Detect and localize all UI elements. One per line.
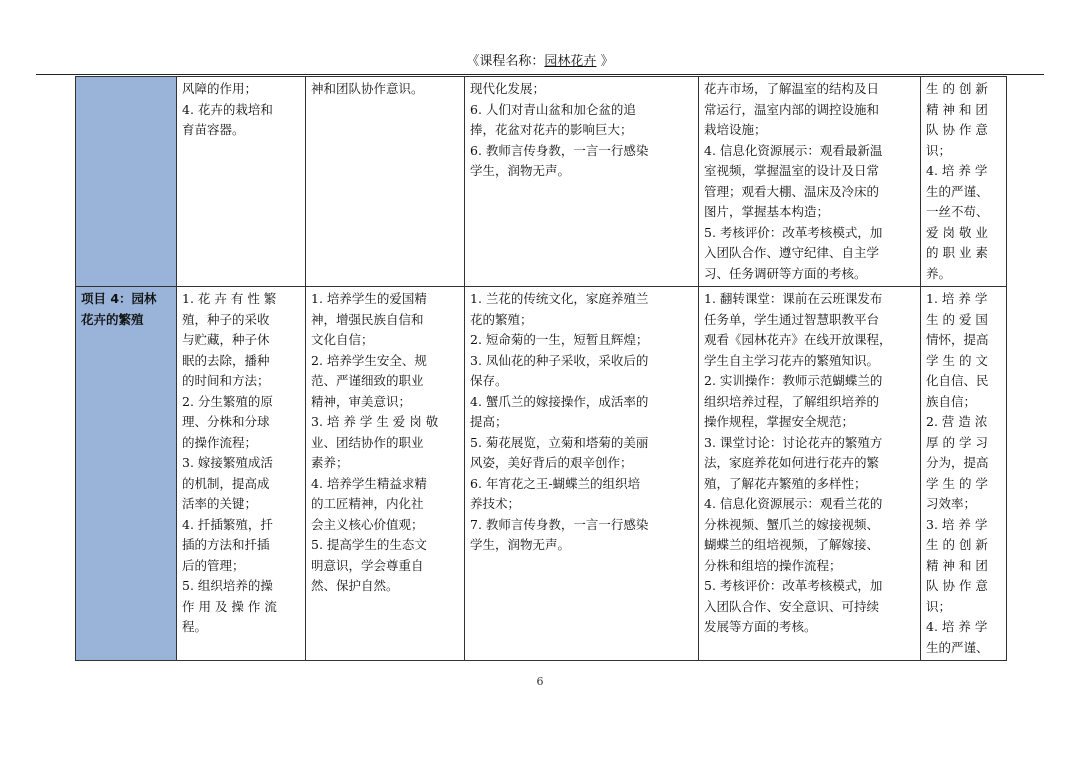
cell-line: 2. 实训操作：教师示范蝴蝶兰的 — [704, 373, 883, 388]
cell-line: 精 神 和 团 — [926, 101, 988, 117]
project-title-line: 项目 4：园林 — [81, 291, 157, 306]
cell-line: 2. 营 造 浓 — [926, 414, 988, 429]
cell-line: 1. 兰花的传统文化，家庭养殖兰 — [470, 291, 649, 306]
cell-line: 的机制，提高成 — [182, 475, 270, 491]
cell-line: 5. 提高学生的生态文 — [311, 537, 427, 552]
cell-line: 识； — [926, 598, 952, 614]
ideology-cell — [465, 77, 699, 287]
cell-line: 精神，审美意识； — [311, 393, 412, 409]
cell-line: 程。 — [182, 619, 208, 634]
cell-line: 队 协 作 意 — [926, 122, 988, 137]
cell-line: 精 神 和 团 — [926, 557, 988, 573]
cell-line: 一丝不苟、 — [926, 204, 989, 219]
cell-line: 4. 花卉的栽培和 — [182, 101, 273, 117]
knowledge-cell — [177, 77, 306, 287]
cell-line: 6. 教师言传身教，一言一行感染 — [470, 142, 649, 158]
cell-line: 3. 课堂讨论：讨论花卉的繁殖方 — [704, 434, 883, 450]
page-number: 6 — [536, 675, 544, 688]
cell-line: 5. 考核评价：改革考核模式，加 — [704, 224, 883, 240]
cell-line: 3. 培 养 学 生 爱 岗 敬 — [311, 414, 439, 429]
cell-line: 4. 培 养 学 — [926, 619, 988, 634]
cell-line: 7. 教师言传身教，一言一行感染 — [470, 516, 649, 532]
cell-line: 素养； — [311, 455, 349, 470]
cell-line: 插的方法和扦插 — [182, 537, 270, 552]
cell-line: 殖，了解花卉繁殖的多样性； — [704, 475, 867, 491]
cell-line: 1. 花 卉 有 性 繁 — [182, 291, 277, 306]
cell-line: 情怀，提高 — [926, 332, 989, 347]
cell-line: 然、保护自然。 — [311, 578, 399, 593]
cell-line: 理、分株和分球 — [182, 414, 270, 429]
course-header-suffix: 》 — [596, 54, 614, 69]
project-cell — [76, 287, 177, 661]
cell-line: 的操作流程； — [182, 434, 258, 450]
method-cell — [699, 77, 921, 287]
table-row — [76, 287, 1007, 661]
cell-line: 业、团结协作的职业 — [311, 434, 424, 450]
cell-line: 4. 信息化资源展示：观看兰花的 — [704, 496, 883, 511]
cell-line: 法，家庭养花如何进行花卉的繁 — [704, 455, 880, 470]
cell-line: 保存。 — [470, 373, 508, 388]
course-header-prefix: 《课程名称： — [466, 54, 545, 69]
cell-line: 入团队合作、遵守纪律、自主学 — [704, 245, 880, 260]
quality-cell — [921, 287, 1007, 661]
cell-line: 学 生 的 学 — [926, 475, 988, 491]
cell-line: 生的严谨、 — [926, 183, 989, 199]
cell-line: 作 用 及 操 作 流 — [182, 598, 277, 614]
cell-line: 2. 短命菊的一生，短暂且辉煌； — [470, 332, 649, 347]
goal-cell — [306, 287, 465, 661]
cell-line: 分株和组培的操作流程； — [704, 557, 842, 573]
cell-line: 生 的 创 新 — [926, 537, 988, 552]
cell-line: 4. 蟹爪兰的嫁接操作，成活率的 — [470, 393, 649, 409]
cell-line: 风姿，美好背后的艰辛创作； — [470, 455, 633, 470]
cell-line: 神，增强民族自信和 — [311, 311, 424, 327]
cell-line: 范、严谨细致的职业 — [311, 373, 424, 388]
cell-line: 学生自主学习花卉的繁殖知识。 — [704, 352, 880, 368]
cell-line: 观看《园林花卉》在线开放课程， — [704, 332, 892, 347]
cell-line: 眠的去除，播种 — [182, 352, 270, 368]
cell-line: 生 的 创 新 — [926, 81, 988, 96]
ideology-cell — [465, 287, 699, 661]
cell-line: 2. 分生繁殖的原 — [182, 393, 273, 409]
cell-line: 5. 菊花展览，立菊和塔菊的美丽 — [470, 434, 649, 450]
cell-line: 的时间和方法； — [182, 373, 270, 388]
cell-line: 学生，润物无声。 — [470, 537, 571, 552]
cell-line: 花卉市场，了解温室的结构及日 — [704, 81, 880, 96]
cell-line: 厚 的 学 习 — [926, 434, 988, 450]
cell-line: 后的管理； — [182, 557, 245, 573]
cell-line: 6. 年宵花之王-蝴蝶兰的组织培 — [470, 475, 641, 491]
cell-line: 养技术； — [470, 496, 521, 511]
cell-line: 5. 考核评价：改革考核模式，加 — [704, 578, 883, 593]
course-header — [0, 54, 1080, 70]
cell-line: 5. 组织培养的操 — [182, 578, 273, 593]
cell-line: 学 生 的 文 — [926, 352, 988, 368]
cell-line: 任务单，学生通过智慧职教平台 — [704, 311, 880, 327]
cell-line: 2. 培养学生安全、规 — [311, 352, 427, 368]
cell-line: 现代化发展； — [470, 81, 546, 96]
cell-line: 习效率； — [926, 496, 977, 511]
cell-line: 文化自信； — [311, 332, 374, 347]
project-cell — [76, 77, 177, 287]
cell-line: 4. 信息化资源展示：观看最新温 — [704, 142, 883, 158]
cell-line: 神和团队协作意识。 — [311, 81, 424, 96]
cell-line: 的 职 业 素 — [926, 245, 988, 260]
cell-line: 操作规程，掌握安全规范； — [704, 414, 855, 429]
cell-line: 殖，种子的采收 — [182, 311, 270, 327]
course-table — [75, 76, 1007, 661]
cell-line: 队 协 作 意 — [926, 578, 988, 593]
cell-line: 生 的 爱 国 — [926, 311, 988, 327]
cell-line: 养。 — [926, 265, 952, 281]
cell-line: 1. 培 养 学 — [926, 291, 988, 306]
cell-line: 花的繁殖； — [470, 311, 533, 327]
knowledge-cell — [177, 287, 306, 661]
cell-line: 蝴蝶兰的组培视频，了解嫁接、 — [704, 537, 880, 552]
project-title-line: 花卉的繁殖 — [81, 311, 144, 327]
cell-line: 分株视频、蟹爪兰的嫁接视频、 — [704, 516, 880, 532]
cell-line: 生的严谨、 — [926, 639, 989, 655]
cell-line: 3. 培 养 学 — [926, 516, 988, 532]
cell-line: 活率的关键； — [182, 496, 258, 511]
cell-line: 栽培设施； — [704, 122, 767, 137]
cell-line: 室视频，掌握温室的设计及日常 — [704, 163, 880, 178]
goal-cell — [306, 77, 465, 287]
cell-line: 入团队合作、安全意识、可持续 — [704, 598, 880, 614]
cell-line: 提高； — [470, 414, 508, 429]
cell-line: 3. 嫁接繁殖成活 — [182, 455, 273, 470]
cell-line: 与贮藏，种子休 — [182, 332, 270, 347]
cell-line: 风障的作用； — [182, 81, 258, 96]
cell-line: 的工匠精神，内化社 — [311, 496, 424, 511]
cell-line: 明意识，学会尊重自 — [311, 557, 424, 573]
cell-line: 族自信； — [926, 393, 977, 409]
cell-line: 3. 凤仙花的种子采收，采收后的 — [470, 352, 649, 368]
cell-line: 6. 人们对青山盆和加仑盆的追 — [470, 101, 636, 117]
table-row — [76, 77, 1007, 287]
cell-line: 1. 培养学生的爱国精 — [311, 291, 427, 306]
cell-line: 4. 培 养 学 — [926, 163, 988, 178]
quality-cell — [921, 77, 1007, 287]
cell-line: 图片，掌握基本构造； — [704, 204, 830, 219]
cell-line: 发展等方面的考核。 — [704, 619, 817, 634]
cell-line: 组织培养过程，了解组织培养的 — [704, 393, 880, 409]
cell-line: 常运行，温室内部的调控设施和 — [704, 101, 880, 117]
cell-line: 化自信、民 — [926, 373, 989, 388]
cell-line: 捧，花盆对花卉的影响巨大； — [470, 122, 633, 137]
cell-line: 会主义核心价值观； — [311, 516, 424, 532]
cell-line: 4. 扦插繁殖，扦 — [182, 516, 273, 532]
cell-line: 4. 培养学生精益求精 — [311, 475, 427, 491]
cell-line: 爱 岗 敬 业 — [926, 224, 988, 240]
header-divider — [36, 74, 1044, 75]
cell-line: 分为，提高 — [926, 455, 989, 470]
cell-line: 育苗容器。 — [182, 122, 245, 137]
cell-line: 识； — [926, 142, 952, 158]
cell-line: 1. 翻转课堂：课前在云班课发布 — [704, 291, 883, 306]
cell-line: 学生，润物无声。 — [470, 163, 571, 178]
cell-line: 管理；观看大棚、温床及冷床的 — [704, 183, 880, 199]
cell-line: 习、任务调研等方面的考核。 — [704, 265, 867, 281]
course-name: 园林花卉 — [544, 54, 597, 69]
method-cell — [699, 287, 921, 661]
